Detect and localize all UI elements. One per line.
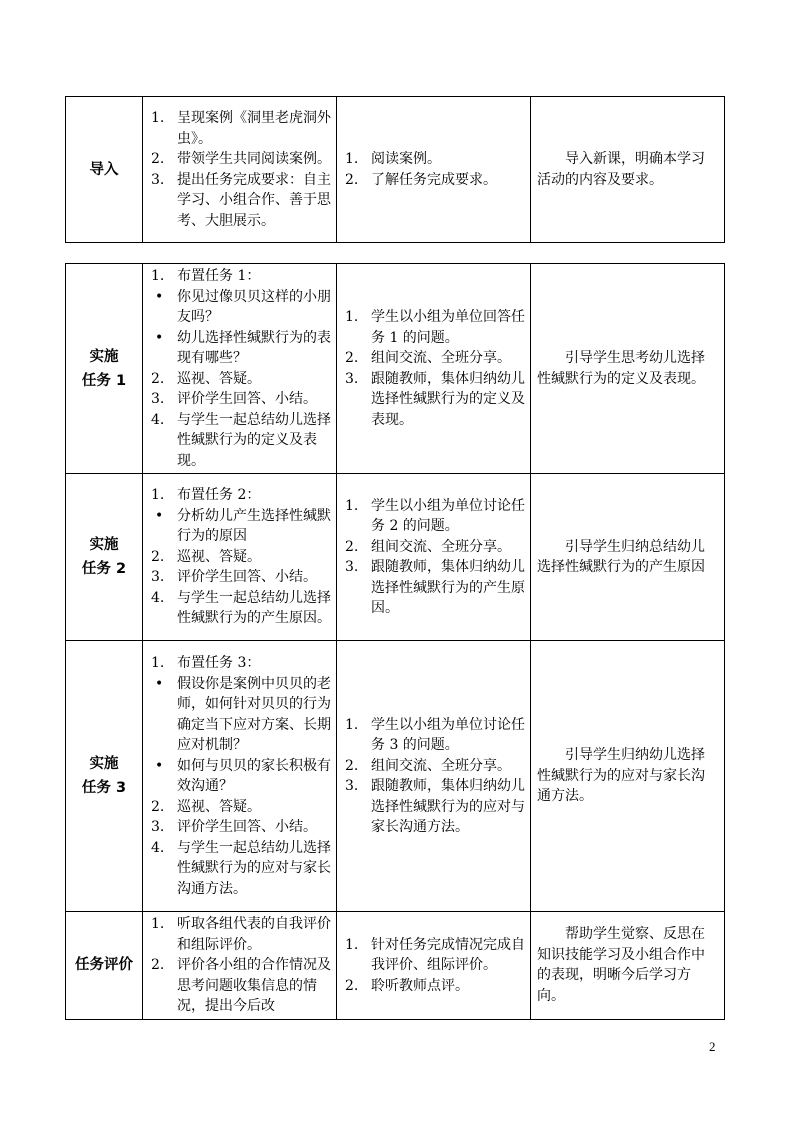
list-marker: 2. — [151, 370, 165, 387]
list-item-text: 巡视、答疑。 — [177, 370, 261, 387]
list-item-text: 呈现案例《洞里老虎洞外虫》。 — [177, 110, 331, 147]
list-marker: 1. — [345, 309, 359, 325]
list-item — [147, 653, 332, 674]
list-item — [147, 567, 332, 588]
list-item-text: 学生以小组为单位讨论任务 3 的问题。 — [371, 716, 525, 753]
design-intent-cell: 引导学生归纳幼儿选择性缄默行为的应对与家长沟通方法。 — [531, 641, 725, 912]
list-item-text: 听取各组代表的自我评价和组际评价。 — [177, 916, 331, 953]
list-marker: 2. — [151, 151, 165, 167]
list-item-text: 布置任务 3： — [177, 655, 261, 671]
list-marker: 2. — [345, 977, 359, 994]
list-marker: 3. — [345, 778, 359, 794]
list-item-text: 了解任务完成要求。 — [371, 171, 497, 188]
list-item — [147, 817, 332, 838]
list-item — [341, 776, 526, 838]
list-item-text: 你见过像贝贝这样的小朋友吗？ — [177, 288, 331, 325]
teacher-activity-cell — [143, 474, 337, 641]
list-marker: 4. — [151, 411, 165, 428]
list-item-text: 聆听教师点评。 — [371, 977, 469, 994]
list-marker: 2. — [345, 171, 359, 188]
list-marker: 1. — [345, 936, 359, 953]
bullet-item — [147, 756, 332, 797]
list-item — [341, 496, 526, 537]
list-item — [341, 537, 526, 558]
list-item — [147, 170, 332, 232]
list-item — [147, 588, 332, 629]
list-item-text: 评价学生回答、小结。 — [177, 569, 317, 586]
list-item-text: 跟随教师，集体归纳幼儿选择性缄默行为的产生原因。 — [371, 559, 525, 616]
table-row — [66, 264, 725, 474]
list-item-text: 学生以小组为单位回答任务 1 的问题。 — [371, 309, 525, 346]
list-marker: 3. — [151, 819, 165, 835]
list-item — [147, 955, 332, 1017]
list-item-text: 如何与贝贝的家长积极有效沟通？ — [177, 757, 331, 794]
stage-cell: 任务评价 — [66, 912, 143, 1020]
list-item-text: 跟随教师，集体归纳幼儿选择性缄默行为的应对与家长沟通方法。 — [371, 778, 525, 835]
list-marker: • — [155, 507, 164, 524]
stage-cell: 导入 — [66, 97, 143, 243]
lesson-table-intro — [65, 96, 725, 243]
list-item-text: 与学生一起总结幼儿选择性缄默行为的产生原因。 — [177, 589, 331, 627]
list-item-text: 带领学生共同阅读案例。 — [177, 151, 331, 167]
list-marker: 3. — [151, 171, 165, 188]
list-marker: 2. — [345, 757, 359, 774]
teacher-activity-cell — [143, 641, 337, 912]
list-item-text: 布置任务 1： — [177, 268, 261, 284]
list-marker: 1. — [151, 655, 165, 671]
list-marker: 3. — [151, 391, 165, 407]
list-item-text: 与学生一起总结幼儿选择性缄默行为的应对与家长沟通方法。 — [177, 839, 331, 897]
list-item-text: 组间交流、全班分享。 — [371, 350, 511, 366]
list-item-text: 组间交流、全班分享。 — [371, 757, 511, 774]
list-marker: 3. — [345, 559, 359, 575]
list-item — [147, 266, 332, 287]
list-item-text: 分析幼儿产生选择性缄默行为的原因 — [177, 507, 331, 545]
list-item-text: 假设你是案例中贝贝的老师，如何针对贝贝的行为确定当下应对方案、长期应对机制？ — [177, 675, 331, 753]
table-row — [66, 912, 725, 1020]
list-marker: 4. — [151, 589, 165, 606]
list-item-text: 评价学生回答、小结。 — [177, 819, 317, 835]
student-activity-cell — [337, 912, 531, 1020]
list-item-text: 巡视、答疑。 — [177, 798, 261, 815]
list-item — [147, 410, 332, 472]
list-item-text: 跟随教师，集体归纳幼儿选择性缄默行为的定义及表现。 — [371, 370, 525, 428]
list-item — [147, 797, 332, 818]
list-marker: 2. — [151, 957, 165, 973]
list-item — [341, 557, 526, 619]
list-item — [341, 976, 526, 997]
page-number: 2 — [709, 1039, 716, 1054]
list-item-text: 巡视、答疑。 — [177, 548, 261, 565]
teacher-activity-cell — [143, 912, 337, 1020]
list-marker: 1. — [151, 268, 165, 284]
bullet-item — [147, 674, 332, 756]
list-marker: • — [155, 675, 164, 692]
list-marker: 2. — [345, 350, 359, 366]
table-row — [66, 97, 725, 243]
list-marker: • — [155, 288, 164, 305]
student-activity-cell — [337, 264, 531, 474]
design-intent-cell: 帮助学生觉察、反思在知识技能学习及小组合作中的表现，明晰今后学习方向。 — [531, 912, 725, 1020]
design-intent-cell: 引导学生归纳总结幼儿选择性缄默行为的产生原因 — [531, 474, 725, 641]
stage-cell: 实施 任务 3 — [66, 641, 143, 912]
list-item-text: 布置任务 2： — [177, 487, 261, 504]
list-marker: 2. — [151, 548, 165, 565]
bullet-item — [147, 287, 332, 328]
list-marker: • — [155, 329, 164, 346]
list-item-text: 阅读案例。 — [371, 151, 441, 167]
student-activity-cell — [337, 474, 531, 641]
list-marker: 1. — [151, 487, 165, 504]
list-marker: 1. — [151, 110, 165, 126]
list-marker: 1. — [345, 497, 359, 514]
list-item-text: 针对任务完成情况完成自我评价、组际评价。 — [371, 936, 525, 973]
list-item — [341, 756, 526, 777]
list-item-text: 与学生一起总结幼儿选择性缄默行为的定义及表现。 — [177, 411, 331, 469]
bullet-item — [147, 328, 332, 369]
list-item — [147, 547, 332, 568]
list-item-text: 学生以小组为单位讨论任务 2 的问题。 — [371, 497, 525, 534]
list-marker: 2. — [345, 538, 359, 555]
design-intent-cell: 引导学生思考幼儿选择性缄默行为的定义及表现。 — [531, 264, 725, 474]
design-intent-cell: 导入新课，明确本学习活动的内容及要求。 — [531, 97, 725, 243]
list-item — [341, 715, 526, 756]
stage-cell: 实施 任务 1 — [66, 264, 143, 474]
list-item-text: 评价学生回答、小结。 — [177, 391, 317, 407]
stage-cell: 实施 任务 2 — [66, 474, 143, 641]
teacher-activity-cell — [143, 97, 337, 243]
student-activity-cell — [337, 641, 531, 912]
list-item-text: 评价各小组的合作情况及思考问题收集信息的情况，提出今后改 — [177, 957, 331, 1014]
list-item — [341, 935, 526, 976]
list-item — [147, 108, 332, 149]
list-marker: 4. — [151, 839, 165, 856]
list-marker: • — [155, 757, 164, 774]
list-item-text: 提出任务完成要求：自主学习、小组合作、善于思考、大胆展示。 — [177, 171, 331, 229]
list-item — [341, 307, 526, 348]
list-item — [147, 149, 332, 170]
list-item — [147, 838, 332, 900]
lesson-table-tasks — [65, 263, 725, 1020]
list-marker: 1. — [151, 916, 165, 932]
list-marker: 3. — [345, 370, 359, 387]
list-marker: 3. — [151, 569, 165, 586]
list-item-text: 组间交流、全班分享。 — [371, 538, 511, 555]
student-activity-cell — [337, 97, 531, 243]
list-item — [341, 149, 526, 170]
list-item — [341, 369, 526, 431]
list-item — [147, 389, 332, 410]
list-item — [341, 170, 526, 191]
list-item — [147, 369, 332, 390]
list-item — [341, 348, 526, 369]
list-item — [147, 485, 332, 506]
bullet-item — [147, 506, 332, 547]
list-item-text: 幼儿选择性缄默行为的表现有哪些？ — [177, 329, 331, 366]
list-item — [147, 914, 332, 955]
list-marker: 1. — [345, 151, 359, 167]
table-row — [66, 641, 725, 912]
table-row — [66, 474, 725, 641]
list-marker: 2. — [151, 798, 165, 815]
teacher-activity-cell — [143, 264, 337, 474]
list-marker: 1. — [345, 716, 359, 733]
